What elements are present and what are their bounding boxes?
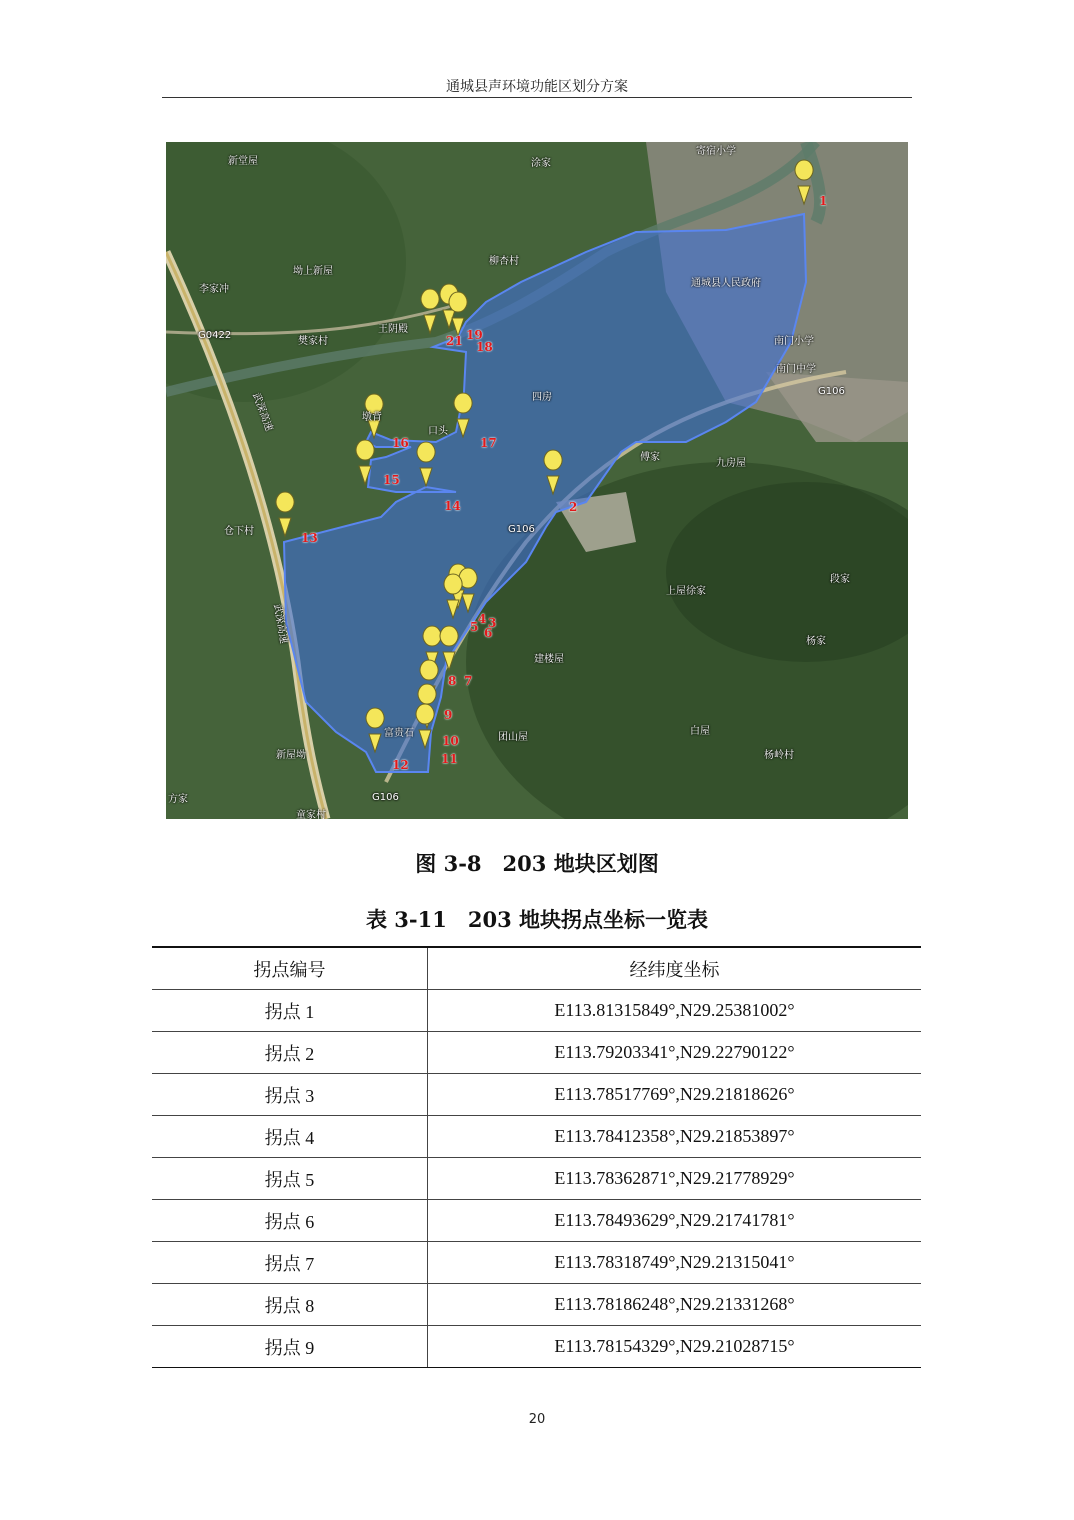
- table-row: [152, 1326, 921, 1368]
- marker-number: 6: [484, 626, 493, 640]
- place-label: 武深高速: [271, 603, 289, 645]
- place-label: 王阴殿: [378, 324, 408, 335]
- table-row: [152, 1032, 921, 1074]
- place-label: 樊家村: [298, 336, 328, 347]
- place-label: 武深高速: [250, 391, 275, 433]
- marker-number: 2: [569, 500, 578, 514]
- table-caption: 表 3-11 203 地块拐点坐标一览表: [365, 907, 708, 932]
- figure-caption: 图 3-8 203 地块区划图: [415, 851, 659, 876]
- table-row: [152, 1074, 921, 1116]
- map-graphics: [166, 142, 908, 819]
- marker-number: 3: [488, 616, 497, 630]
- place-label: 杨岭村: [764, 750, 794, 761]
- marker-number: 11: [441, 752, 458, 766]
- point-id-cell: 拐点 1: [152, 990, 428, 1032]
- place-label: G106: [508, 524, 535, 535]
- point-id-cell: 拐点 4: [152, 1116, 428, 1158]
- place-label: 团山屋: [498, 732, 528, 743]
- place-label: 墩背: [362, 412, 382, 423]
- marker-number: 10: [442, 734, 459, 748]
- place-label: 方家: [168, 794, 188, 805]
- marker-number: 5: [470, 620, 479, 634]
- place-label: 段家: [830, 574, 850, 585]
- coordinate-cell: E113.78493629°,N29.21741781°: [428, 1200, 922, 1242]
- point-id-cell: 拐点 2: [152, 1032, 428, 1074]
- marker-number: 1: [819, 194, 828, 208]
- coordinate-cell: E113.81315849°,N29.25381002°: [428, 990, 922, 1032]
- point-id-cell: 拐点 3: [152, 1074, 428, 1116]
- coordinates-table: [152, 946, 921, 1368]
- table-row: [152, 990, 921, 1032]
- page-number: 20: [528, 1412, 546, 1427]
- coordinate-cell: E113.78154329°,N29.21028715°: [428, 1326, 922, 1368]
- marker-number: 19: [466, 328, 483, 342]
- point-id-cell: 拐点 8: [152, 1284, 428, 1326]
- table-row: [152, 1158, 921, 1200]
- coordinate-cell: E113.79203341°,N29.22790122°: [428, 1032, 922, 1074]
- header-divider: [162, 97, 912, 98]
- point-id-cell: 拐点 7: [152, 1242, 428, 1284]
- place-label: 新堂屋: [228, 156, 258, 167]
- coordinate-cell: E113.78517769°,N29.21818626°: [428, 1074, 922, 1116]
- place-label: 坳上新屋: [293, 266, 333, 277]
- coordinate-cell: E113.78318749°,N29.21315041°: [428, 1242, 922, 1284]
- table-header-row: [152, 947, 921, 990]
- place-label: G106: [372, 792, 399, 803]
- point-id-cell: 拐点 6: [152, 1200, 428, 1242]
- marker-number: 4: [478, 612, 487, 626]
- marker-number: 13: [301, 531, 318, 545]
- place-label: 南门小学: [774, 336, 814, 347]
- marker-number: 12: [392, 758, 409, 772]
- place-label: G0422: [198, 330, 232, 341]
- place-label: 仓下村: [224, 526, 254, 537]
- place-label: G106: [818, 386, 845, 397]
- column-header-point-id: 拐点编号: [152, 947, 428, 990]
- place-label: 建楼屋: [534, 654, 564, 665]
- marker-number: 7: [464, 674, 473, 688]
- place-label: 九房屋: [716, 458, 746, 469]
- coordinate-cell: E113.78412358°,N29.21853897°: [428, 1116, 922, 1158]
- point-id-cell: 拐点 5: [152, 1158, 428, 1200]
- marker-number: 15: [383, 473, 400, 487]
- marker-number: 16: [392, 436, 409, 450]
- place-label: 柳杏村: [489, 256, 519, 267]
- place-label: 涂家: [531, 158, 551, 169]
- table-row: [152, 1284, 921, 1326]
- marker-number: 17: [480, 436, 497, 450]
- place-label: 新屋坳: [276, 750, 306, 761]
- place-label: 通城县人民政府: [691, 278, 761, 289]
- zoning-map: [166, 142, 908, 819]
- place-label: 傅家: [640, 452, 660, 463]
- place-label: 李家冲: [199, 284, 229, 295]
- page-header-title: 通城县声环境功能区划分方案: [446, 79, 628, 95]
- place-label: 口头: [428, 426, 448, 437]
- table-row: [152, 1116, 921, 1158]
- column-header-coordinates: 经纬度坐标: [428, 947, 922, 990]
- table-row: [152, 1200, 921, 1242]
- place-label: 白屋: [690, 726, 710, 737]
- marker-number: 14: [444, 499, 461, 513]
- place-label: 富贵石: [384, 728, 414, 739]
- marker-number: 18: [476, 340, 493, 354]
- place-label: 四房: [532, 392, 552, 403]
- marker-number: 9: [444, 708, 453, 722]
- place-label: 童家村: [296, 810, 326, 819]
- marker-number: 21: [446, 334, 463, 348]
- place-label: 上屋徐家: [666, 586, 706, 597]
- marker-number: 8: [448, 674, 457, 688]
- place-label: 寄宿小学: [696, 146, 736, 157]
- place-label: 杨家: [806, 636, 826, 647]
- point-id-cell: 拐点 9: [152, 1326, 428, 1368]
- coordinate-cell: E113.78186248°,N29.21331268°: [428, 1284, 922, 1326]
- table-row: [152, 1242, 921, 1284]
- coordinate-cell: E113.78362871°,N29.21778929°: [428, 1158, 922, 1200]
- place-label: 南门中学: [776, 364, 816, 375]
